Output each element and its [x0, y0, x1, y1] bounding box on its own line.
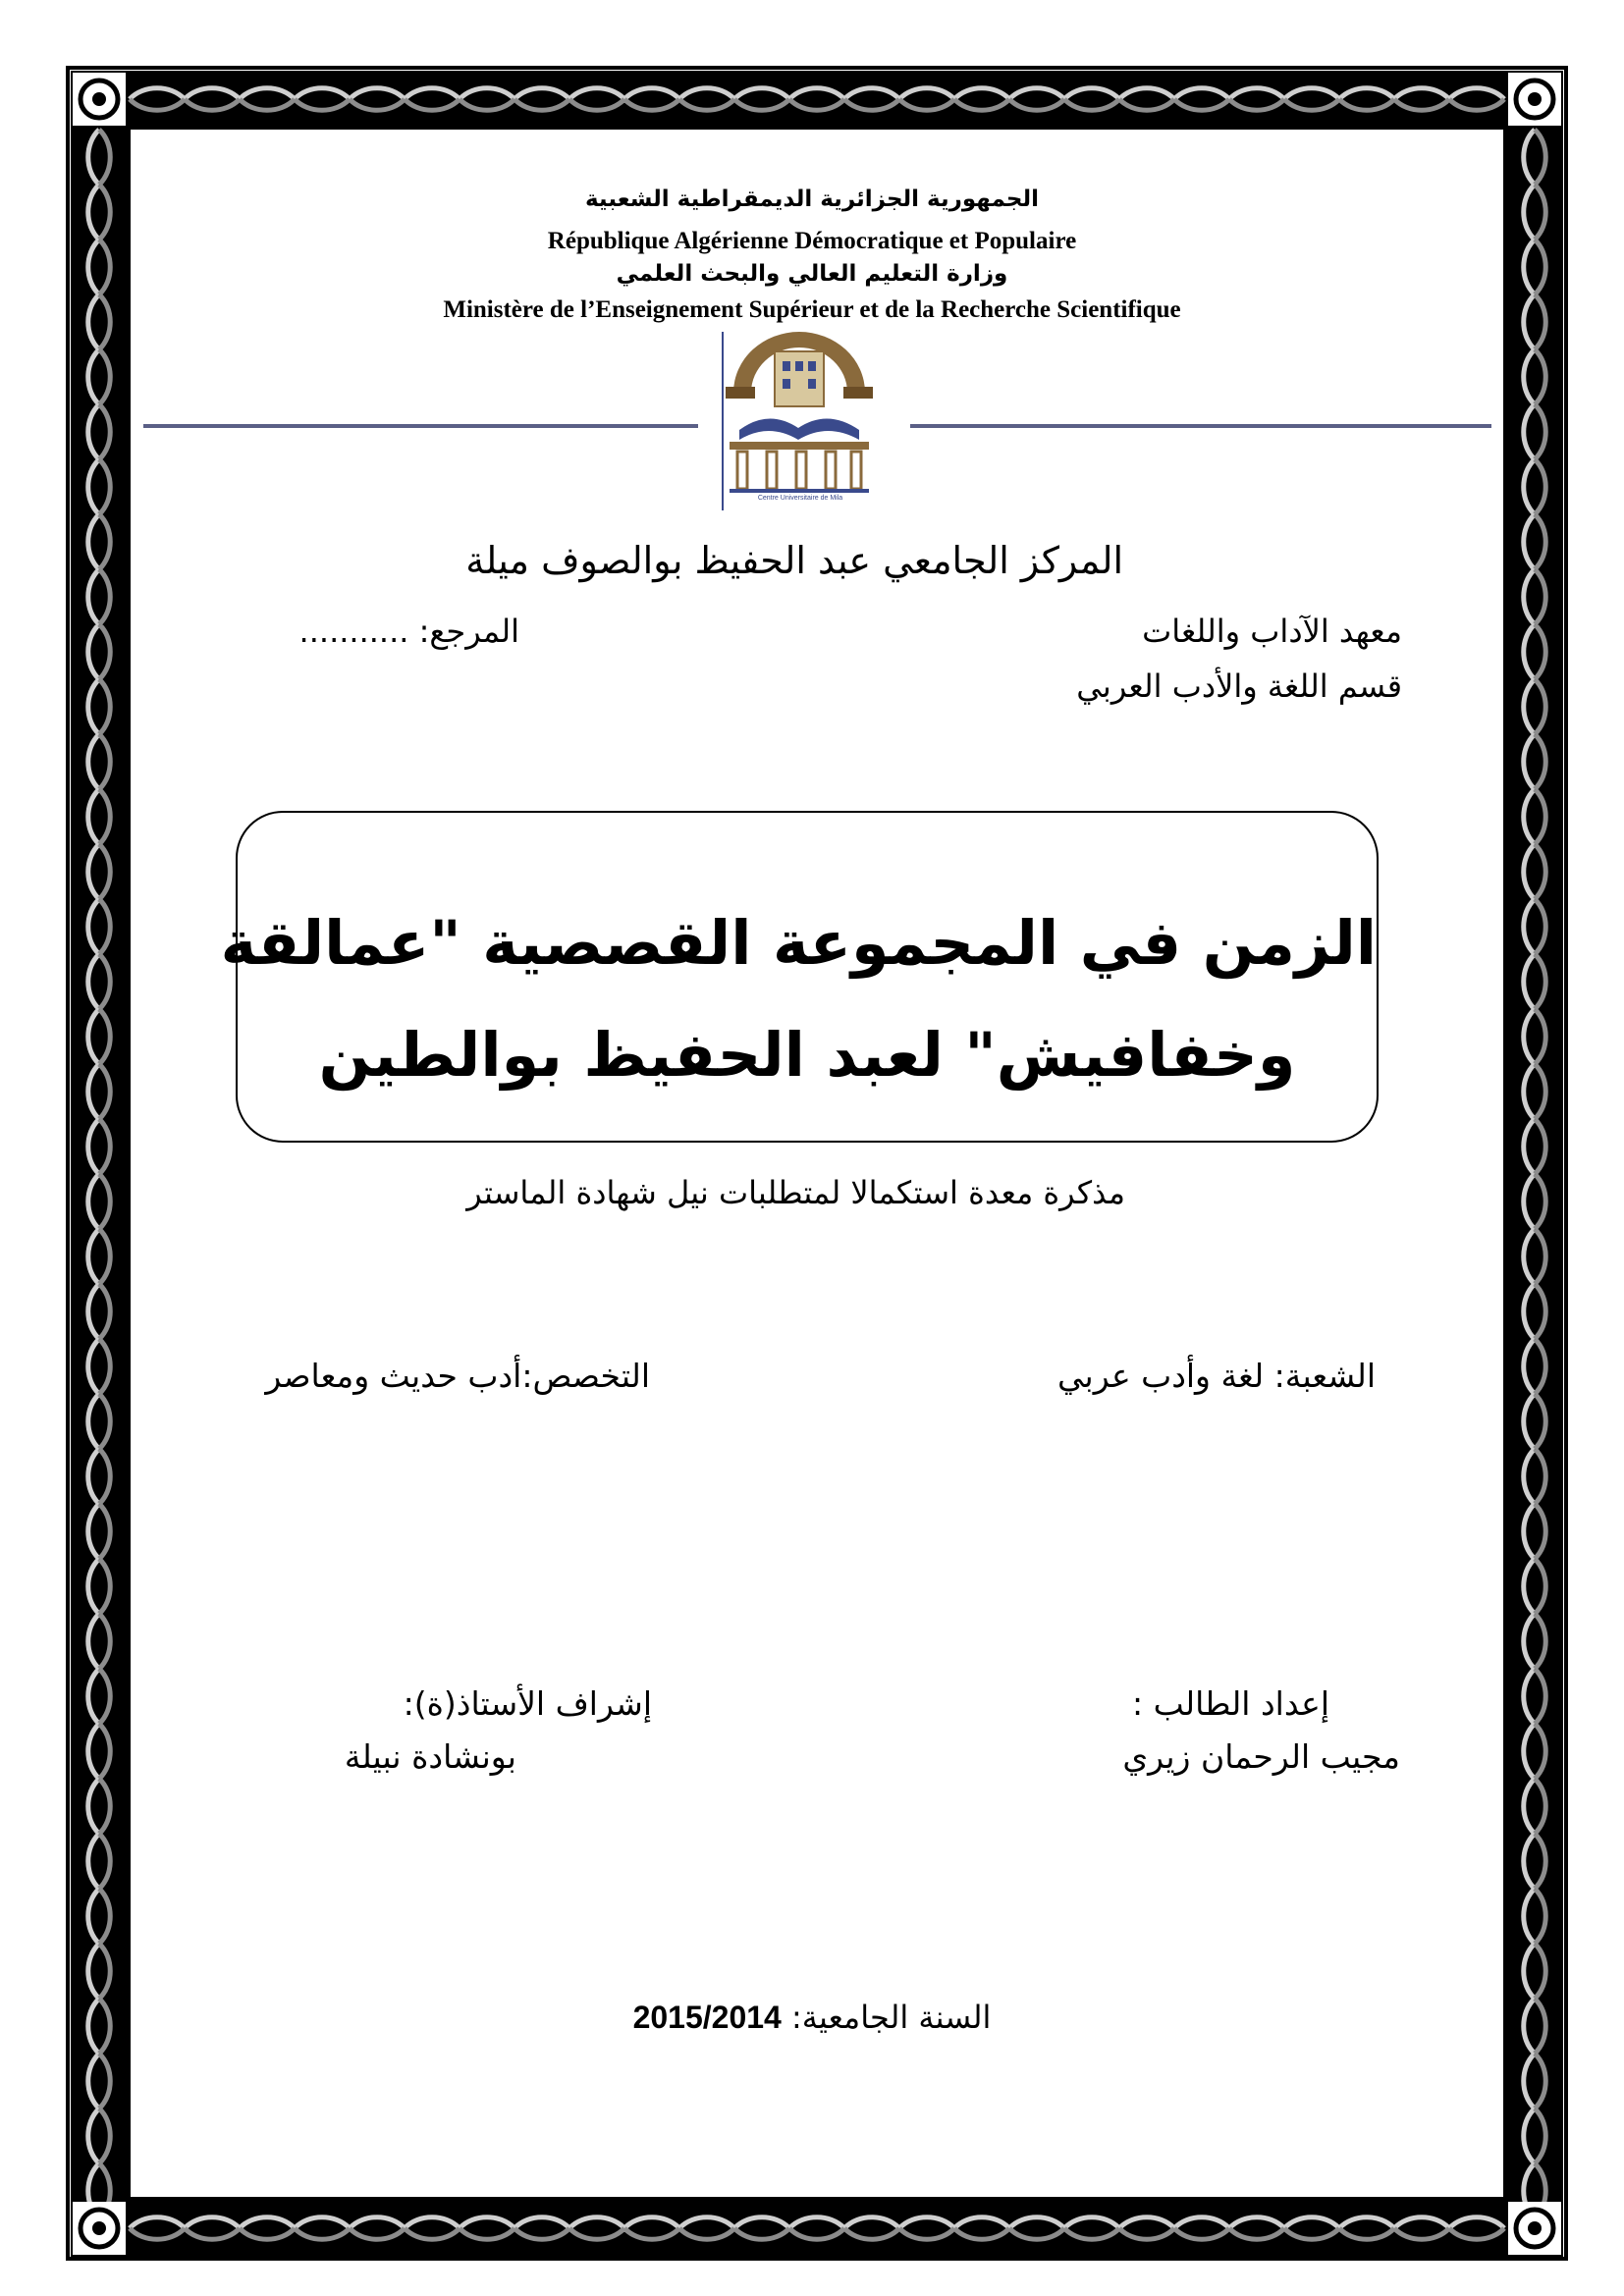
- supervisor-name: بونشادة نبيلة: [344, 1737, 516, 1776]
- corner-ornament: [73, 73, 126, 126]
- academic-year-value: 2015/2014: [632, 2000, 782, 2035]
- student-label: إعداد الطالب :: [1132, 1684, 1329, 1723]
- thesis-title-line-1: الزمن في المجموعة القصصية "عمالقة: [220, 907, 1377, 979]
- corner-ornament: [1508, 73, 1561, 126]
- supervisor-label: إشراف الأستاذ(ة):: [403, 1684, 652, 1723]
- thesis-subtitle: مذكرة معدة استكمالا لمتطلبات نيل شهادة الماستر: [466, 1174, 1125, 1211]
- logo-caption: Centre Universitaire de Mila: [757, 495, 843, 502]
- ministry-french: Ministère de l’Enseignement Supérieur et de la Recherche Scientifique: [443, 296, 1181, 323]
- thesis-title-box: [220, 811, 1379, 1143]
- thesis-title-line-2: وخفافيش" لعبد الحفيظ بوالطين: [318, 1019, 1296, 1091]
- republic-french: République Algérienne Démocratique et Populaire: [547, 228, 1077, 254]
- branch-label: الشعبة: لغة وأدب عربي: [1057, 1357, 1376, 1395]
- specialty-label: التخصص:أدب حديث ومعاصر: [265, 1357, 650, 1395]
- ministry-arabic: وزارة التعليم العالي والبحث العلمي: [616, 261, 1008, 287]
- corner-ornament: [73, 2202, 126, 2255]
- header-rule-right: [910, 424, 1491, 428]
- university-center-name: المركز الجامعي عبد الحفيظ بوالصوف ميلة: [465, 539, 1123, 582]
- reference-number: المرجع: ...........: [298, 613, 519, 650]
- department-name: قسم اللغة والأدب العربي: [1076, 667, 1402, 705]
- institute-name: معهد الآداب واللغات: [1142, 613, 1402, 650]
- academic-year-label: السنة الجامعية:: [791, 1999, 992, 2036]
- corner-ornament: [1508, 2202, 1561, 2255]
- university-logo: [720, 332, 879, 510]
- academic-year: [0, 1999, 1624, 2036]
- student-name: مجيب الرحمان زيري: [1122, 1737, 1400, 1776]
- republic-arabic: الجمهورية الجزائرية الديمقراطية الشعبية: [584, 187, 1040, 212]
- header-rule-left: [143, 424, 698, 428]
